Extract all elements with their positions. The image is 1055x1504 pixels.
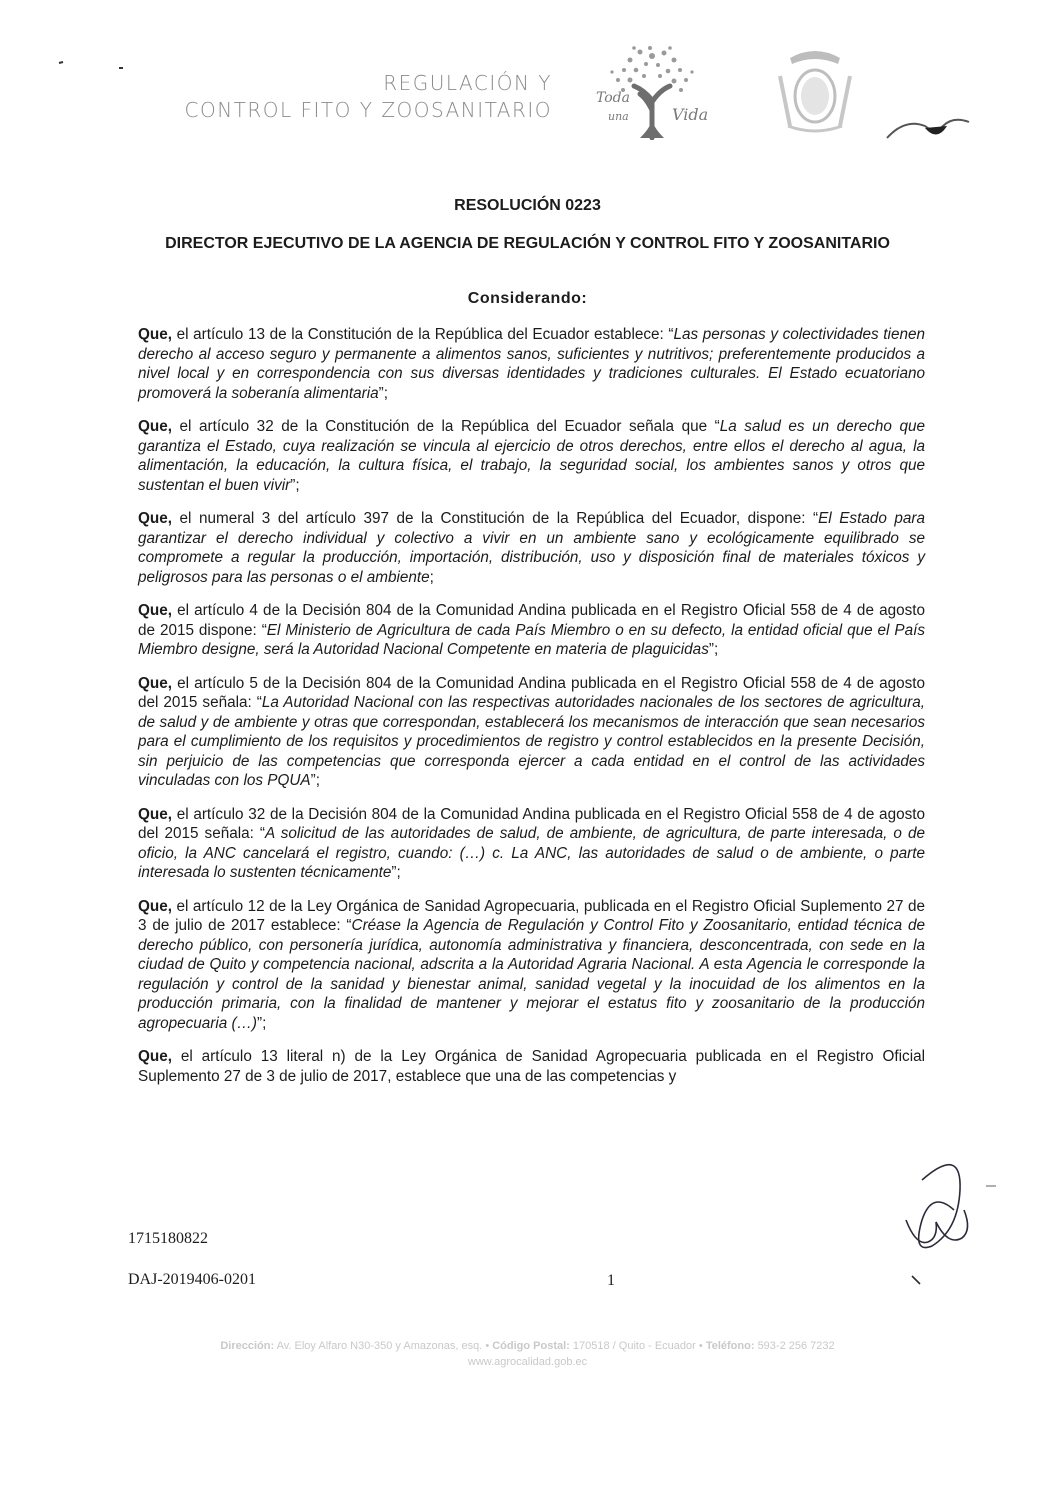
address-label: Dirección: bbox=[220, 1340, 275, 1352]
page-number: 1 bbox=[607, 1272, 615, 1289]
considerando-paragraph bbox=[138, 417, 925, 495]
paragraph-tail: ”; bbox=[290, 476, 300, 494]
que-label: Que, bbox=[138, 510, 172, 527]
quoted-text: La Autoridad Nacional con las respectivas autoridades nacionales de los sectores de agricultura, de salud y de ambiente y otras que correspondan, establecerá los mecanismos de interacción que sean necesarios para el cumplimiento de los requisitos y procedimientos de registro y control establecidos en la presente Decisión, sin perjuicio de las competencias que corresponda ejercer a cada entidad en el control de las actividades vinculadas con los PQUA bbox=[138, 694, 925, 789]
paragraph-text: el artículo 13 de la Constitución de la República del Ecuador establece: “ bbox=[172, 326, 674, 343]
logo-word-una: una bbox=[608, 110, 629, 123]
handwritten-initials bbox=[892, 1150, 1002, 1290]
quoted-text: Las personas y colectividades tienen derecho al acceso seguro y permanente a alimentos sanos, suficientes y nutritivos; preferentemente producidos a nivel local y en correspondencia con sus diversas identidades y tradiciones culturales. El Estado ecuatoriano promoverá la soberanía alimentaria bbox=[138, 326, 925, 402]
que-label: Que, bbox=[138, 805, 172, 823]
agency-name bbox=[160, 70, 552, 124]
address-value: Av. Eloy Alfaro N30-350 y Amazonas, esq. bbox=[276, 1340, 483, 1352]
footer-address-line bbox=[120, 1338, 935, 1354]
que-label: Que, bbox=[138, 602, 172, 619]
director-title: DIRECTOR EJECUTIVO DE LA AGENCIA DE REGULACIÓN Y CONTROL FITO Y ZOOSANITARIO bbox=[165, 235, 890, 252]
swoosh-mark bbox=[885, 108, 970, 148]
paragraph-tail: ”; bbox=[310, 772, 320, 789]
scan-marks bbox=[55, 58, 135, 78]
agency-name-line1: REGULACIÓN Y bbox=[383, 71, 552, 95]
paragraph-text: el artículo 5 de la Decisión 804 de la Comunidad Andina publicada en el Registro Oficial 558 de 4 de agosto del 2015 señala: “ bbox=[138, 674, 925, 711]
paragraph-text: el numeral 3 del artículo 397 de la Constitución de la República del Ecuador, dispone: “ bbox=[172, 510, 819, 527]
paragraph-tail: ”; bbox=[257, 1014, 267, 1032]
paragraph-tail: ”; bbox=[378, 384, 388, 402]
agency-name-line2: CONTROL FITO Y ZOOSANITARIO bbox=[184, 98, 552, 122]
body-text bbox=[138, 325, 925, 1100]
que-label: Que, bbox=[138, 1048, 172, 1065]
quoted-text: El Estado para garantizar el derecho individual y colectivo a vivir en un ambiente sano y ecológicamente equilibrado se compromete a regular la producción, importación, distribución, uso y disposición final de materiales tóxicos y peligrosos para las personas o el ambiente bbox=[138, 510, 926, 586]
phone-value: 593-2 256 7232 bbox=[757, 1340, 835, 1352]
que-label: Que, bbox=[138, 418, 172, 435]
considerando-paragraph bbox=[138, 897, 925, 1034]
paragraph-text: el artículo 32 de la Decisión 804 de la Comunidad Andina publicada en el Registro Oficial 558 de 4 de agosto del 2015 señala: “ bbox=[138, 805, 925, 842]
logo-word-vida: Vida bbox=[672, 105, 709, 124]
logo-word-toda: Toda bbox=[596, 90, 630, 106]
footer-website[interactable]: www.agrocalidad.gob.ec bbox=[467, 1356, 588, 1368]
bullet-separator: • bbox=[485, 1340, 490, 1352]
que-label: Que, bbox=[138, 326, 172, 343]
phone-label: Teléfono: bbox=[705, 1340, 755, 1352]
resolution-title: RESOLUCIÓN 0223 bbox=[454, 197, 601, 214]
que-label: Que, bbox=[138, 897, 172, 915]
tree-logo bbox=[588, 40, 716, 140]
postal-value: 170518 / Quito - Ecuador bbox=[572, 1340, 696, 1352]
paragraph-text: el artículo 12 de la Ley Orgánica de Sanidad Agropecuaria, publicada en el Registro Oficial Suplemento 27 de 3 de julio de 2017 establece: “ bbox=[138, 897, 925, 934]
que-label: Que, bbox=[138, 674, 172, 692]
paragraph-tail: ”; bbox=[391, 864, 401, 881]
considerando-heading: Considerando: bbox=[467, 290, 588, 307]
reference-code: DAJ-2019406-0201 bbox=[128, 1271, 256, 1288]
paragraph-text: el artículo 13 literal n) de la Ley Orgánica de Sanidad Agropecuaria publicada en el Registro Oficial Suplemento 27 de 3 de julio de 2017, establece que una de las competencias y bbox=[138, 1048, 925, 1085]
considerando-paragraph bbox=[138, 509, 925, 587]
paragraph-text: el artículo 32 de la Constitución de la República del Ecuador señala que “ bbox=[172, 418, 720, 435]
quoted-text: A solicitud de las autoridades de salud, de ambiente, de agricultura, de parte interesada, o de oficio, la ANC cancelará el registro, cuando: (…) c. La ANC, las autoridades de salud o de ambiente, o parte interesada lo sustenten técnicamente bbox=[138, 825, 925, 881]
postal-label: Código Postal: bbox=[492, 1340, 570, 1352]
considerando-paragraph bbox=[138, 805, 925, 883]
considerando-paragraph bbox=[138, 1047, 925, 1086]
considerando-paragraph bbox=[138, 674, 925, 791]
considerando-paragraph bbox=[138, 325, 925, 403]
paragraph-text: el artículo 4 de la Decisión 804 de la Comunidad Andina publicada en el Registro Oficial 558 de 4 de agosto de 2015 dispone: “ bbox=[138, 602, 925, 639]
paragraph-tail: ; bbox=[429, 568, 434, 586]
page-footer bbox=[120, 1338, 935, 1370]
coat-of-arms-icon bbox=[770, 46, 860, 136]
quoted-text: La salud es un derecho que garantiza el Estado, cuya realización se vincula al ejercicio de otros derechos, entre ellos el derecho al agua, la alimentación, la educación, la cultura física, el trabajo, la seguridad social, los ambientes sanos y otros que sustentan el buen vivir bbox=[138, 418, 925, 494]
quoted-text: Créase la Agencia de Regulación y Control Fito y Zoosanitario, entidad técnica de derecho público, con personería jurídica, autonomía administrativa y financiera, desconcentrada, con sede en la ciudad de Quito y competencia nacional, adscrita a la Autoridad Agraria Nacional. A esta Agencia le corresponde la regulación y control de la sanidad y bienestar animal, sanidad vegetal y la inocuidad de los alimentos en la producción primaria, con la finalidad de mantener y mejorar el estatus fito y zoosanitario de la producción agropecuaria (…) bbox=[138, 917, 926, 1032]
considerando-paragraph bbox=[138, 601, 925, 660]
document-code: 1715180822 bbox=[128, 1230, 208, 1247]
quoted-text: El Ministerio de Agricultura de cada País Miembro o en su defecto, la entidad oficial que el País Miembro designe, será la Autoridad Nacional Competente en materia de plaguicidas bbox=[138, 621, 925, 658]
paragraph-tail: ”; bbox=[708, 641, 719, 658]
bullet-separator: • bbox=[698, 1340, 703, 1352]
